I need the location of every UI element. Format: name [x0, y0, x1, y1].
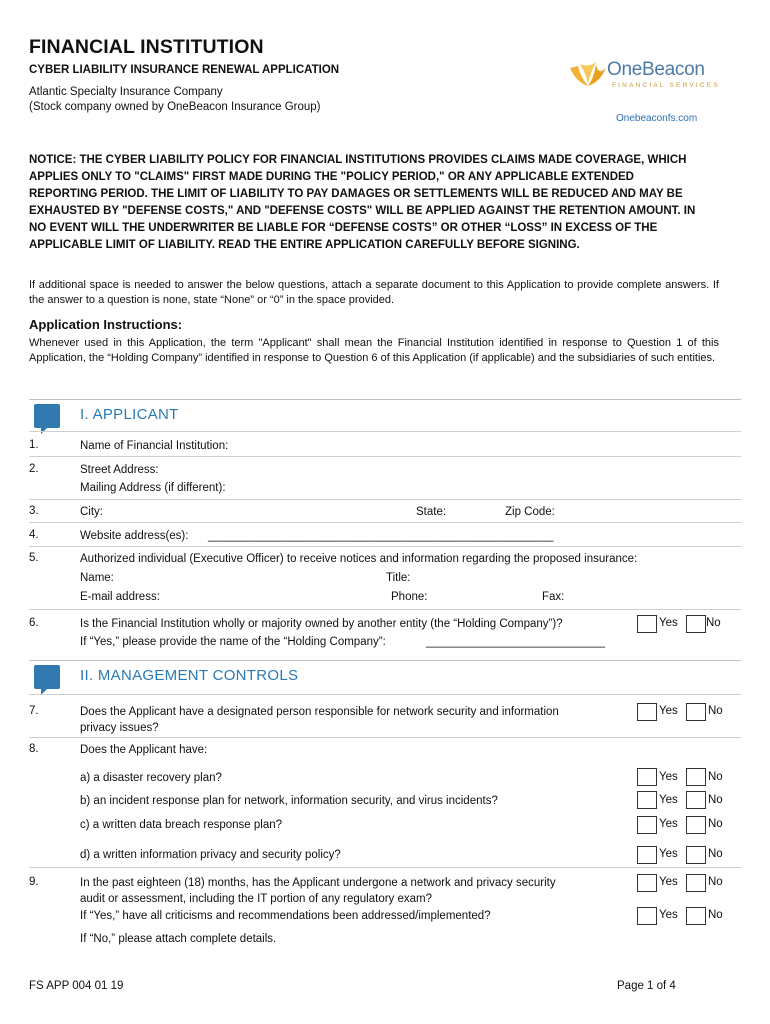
- website-link[interactable]: Onebeaconfs.com: [616, 113, 698, 124]
- question-line: Does the Applicant have a designated person responsible for network security and information: [80, 706, 559, 718]
- holding-company-followup: If “Yes,” please provide the name of the “Holding Company”:: [80, 636, 386, 648]
- question-number: 1.: [29, 439, 39, 451]
- yes-label: Yes: [659, 909, 678, 921]
- zip-label: Zip Code:: [505, 506, 555, 518]
- holding-company-question: Is the Financial Institution wholly or majority owned by another entity (the “Holding Company”)?: [80, 618, 563, 630]
- no-checkbox[interactable]: [686, 615, 706, 633]
- holding-company-input-line[interactable]: ____________________________: [426, 636, 606, 648]
- row-divider: [29, 522, 741, 523]
- yes-checkbox[interactable]: [637, 615, 657, 633]
- logo-tagline: FINANCIAL SERVICES: [612, 82, 720, 89]
- no-label: No: [708, 771, 723, 783]
- breach-response-question: c) a written data breach response plan?: [80, 819, 283, 831]
- yes-checkbox[interactable]: [637, 846, 657, 864]
- no-label: No: [708, 876, 723, 888]
- row-divider: [29, 431, 741, 432]
- section-speech-icon: [34, 404, 60, 428]
- no-checkbox[interactable]: [686, 816, 706, 834]
- row-divider: [29, 499, 741, 500]
- no-checkbox[interactable]: [686, 874, 706, 892]
- yes-checkbox[interactable]: [637, 874, 657, 892]
- section-applicant-title: I. APPLICANT: [80, 406, 179, 423]
- row-divider: [29, 737, 741, 738]
- no-checkbox[interactable]: [686, 703, 706, 721]
- question-number: 3.: [29, 505, 39, 517]
- no-label: No: [706, 617, 721, 629]
- incident-response-question: b) an incident response plan for network, information security, and virus incidents?: [80, 795, 498, 807]
- company-info: [29, 85, 321, 115]
- criticisms-addressed-question: If “Yes,” have all criticisms and recommendations been addressed/implemented?: [80, 910, 491, 922]
- question-number: 8.: [29, 743, 39, 755]
- no-checkbox[interactable]: [686, 791, 706, 809]
- question-number: 9.: [29, 876, 39, 888]
- website-input-line[interactable]: ______________________________________________________: [208, 530, 554, 542]
- title-label: Title:: [386, 572, 411, 584]
- no-label: No: [708, 794, 723, 806]
- form-subtitle: CYBER LIABILITY INSURANCE RENEWAL APPLICATION: [29, 64, 340, 76]
- section-divider: [29, 660, 741, 661]
- yes-checkbox[interactable]: [637, 703, 657, 721]
- yes-label: Yes: [659, 876, 678, 888]
- security-audit-question: [80, 876, 556, 907]
- row-divider: [29, 867, 741, 868]
- question-number: 2.: [29, 463, 39, 475]
- yes-checkbox[interactable]: [637, 907, 657, 925]
- instructions-heading: Application Instructions:: [29, 317, 183, 332]
- question-number: 5.: [29, 552, 39, 564]
- page-number: Page 1 of 4: [617, 980, 676, 992]
- company-name: Atlantic Specialty Insurance Company: [29, 86, 223, 98]
- name-label: Name:: [80, 572, 114, 584]
- no-checkbox[interactable]: [686, 768, 706, 786]
- no-details-note: If “No,” please attach complete details.: [80, 933, 277, 945]
- email-label: E-mail address:: [80, 591, 160, 603]
- question-line: audit or assessment, including the IT portion of any regulatory exam?: [80, 892, 433, 905]
- no-label: No: [708, 818, 723, 830]
- section-management-title: II. MANAGEMENT CONTROLS: [80, 667, 299, 684]
- row-divider: [29, 694, 741, 695]
- row-divider: [29, 546, 741, 547]
- question-line: privacy issues?: [80, 721, 159, 734]
- fax-label: Fax:: [542, 591, 565, 603]
- logo-wordmark: OneBeacon: [607, 59, 705, 80]
- additional-space-note: If additional space is needed to answer the below questions, attach a separate document to this Application to provide complete answers. If the answer to a question is none, state “None” or “0” in the space provided.: [29, 279, 719, 306]
- question-line: In the past eighteen (18) months, has the Applicant undergone a network and privacy security: [80, 877, 556, 889]
- designated-person-question: [80, 705, 559, 736]
- website-label: Website address(es):: [80, 530, 189, 542]
- yes-checkbox[interactable]: [637, 768, 657, 786]
- yes-label: Yes: [659, 848, 678, 860]
- no-label: No: [708, 705, 723, 717]
- yes-label: Yes: [659, 617, 678, 629]
- instructions-text: Whenever used in this Application, the term "Applicant" shall mean the Financial Institution identified in response to Question 1 of this Application, the “Holding Company” identified in response to Question 6 of this Application (if applicable) and the subsidiaries of such entities.: [29, 337, 719, 364]
- yes-label: Yes: [659, 794, 678, 806]
- yes-checkbox[interactable]: [637, 816, 657, 834]
- no-checkbox[interactable]: [686, 846, 706, 864]
- row-divider: [29, 609, 741, 610]
- state-label: State:: [416, 506, 447, 518]
- yes-label: Yes: [659, 771, 678, 783]
- disaster-recovery-question: a) a disaster recovery plan?: [80, 772, 222, 784]
- no-label: No: [708, 848, 723, 860]
- yes-checkbox[interactable]: [637, 791, 657, 809]
- applicant-have-label: Does the Applicant have:: [80, 744, 208, 756]
- no-label: No: [708, 909, 723, 921]
- form-id: FS APP 004 01 19: [29, 980, 124, 992]
- section-divider: [29, 399, 741, 400]
- city-label: City:: [80, 506, 103, 518]
- question-number: 4.: [29, 529, 39, 541]
- row-divider: [29, 456, 741, 457]
- street-address-label: Street Address:: [80, 464, 159, 476]
- phone-label: Phone:: [391, 591, 428, 603]
- yes-label: Yes: [659, 818, 678, 830]
- privacy-policy-question: d) a written information privacy and security policy?: [80, 849, 341, 861]
- form-title: FINANCIAL INSTITUTION: [29, 36, 264, 58]
- question-number: 6.: [29, 617, 39, 629]
- section-speech-icon: [34, 665, 60, 689]
- institution-name-label: Name of Financial Institution:: [80, 440, 229, 452]
- question-number: 7.: [29, 705, 39, 717]
- no-checkbox[interactable]: [686, 907, 706, 925]
- company-parent: (Stock company owned by OneBeacon Insurance Group): [29, 101, 321, 113]
- yes-label: Yes: [659, 705, 678, 717]
- notice-text: NOTICE: THE CYBER LIABILITY POLICY FOR FINANCIAL INSTITUTIONS PROVIDES CLAIMS MADE COVERAGE, WHICH APPLIES ONLY TO "CLAIMS" FIRST MADE DURING THE "POLICY PERIOD," OR ANY APPLICABLE EXTENDED REPORTING PERIOD. THE LIMIT OF LIABILITY TO PAY DAMAGES OR SETTLEMENTS WILL BE REDUCED AND MAY BE EXHAUSTED BY "DEFENSE COSTS," AND "DEFENSE COSTS" WILL BE APPLIED AGAINST THE RETENTION AMOUNT. IN NO EVENT WILL THE UNDERWRITER BE LIABLE FOR “DEFENSE COSTS” OR OTHER “LOSS” IN EXCESS OF THE APPLICABLE LIMIT OF LIABILITY. READ THE ENTIRE APPLICATION CAREFULLY BEFORE SIGNING.: [29, 154, 696, 251]
- mailing-address-label: Mailing Address (if different):: [80, 482, 226, 494]
- authorized-individual-label: Authorized individual (Executive Officer) to receive notices and information regarding the proposed insurance:: [80, 553, 638, 565]
